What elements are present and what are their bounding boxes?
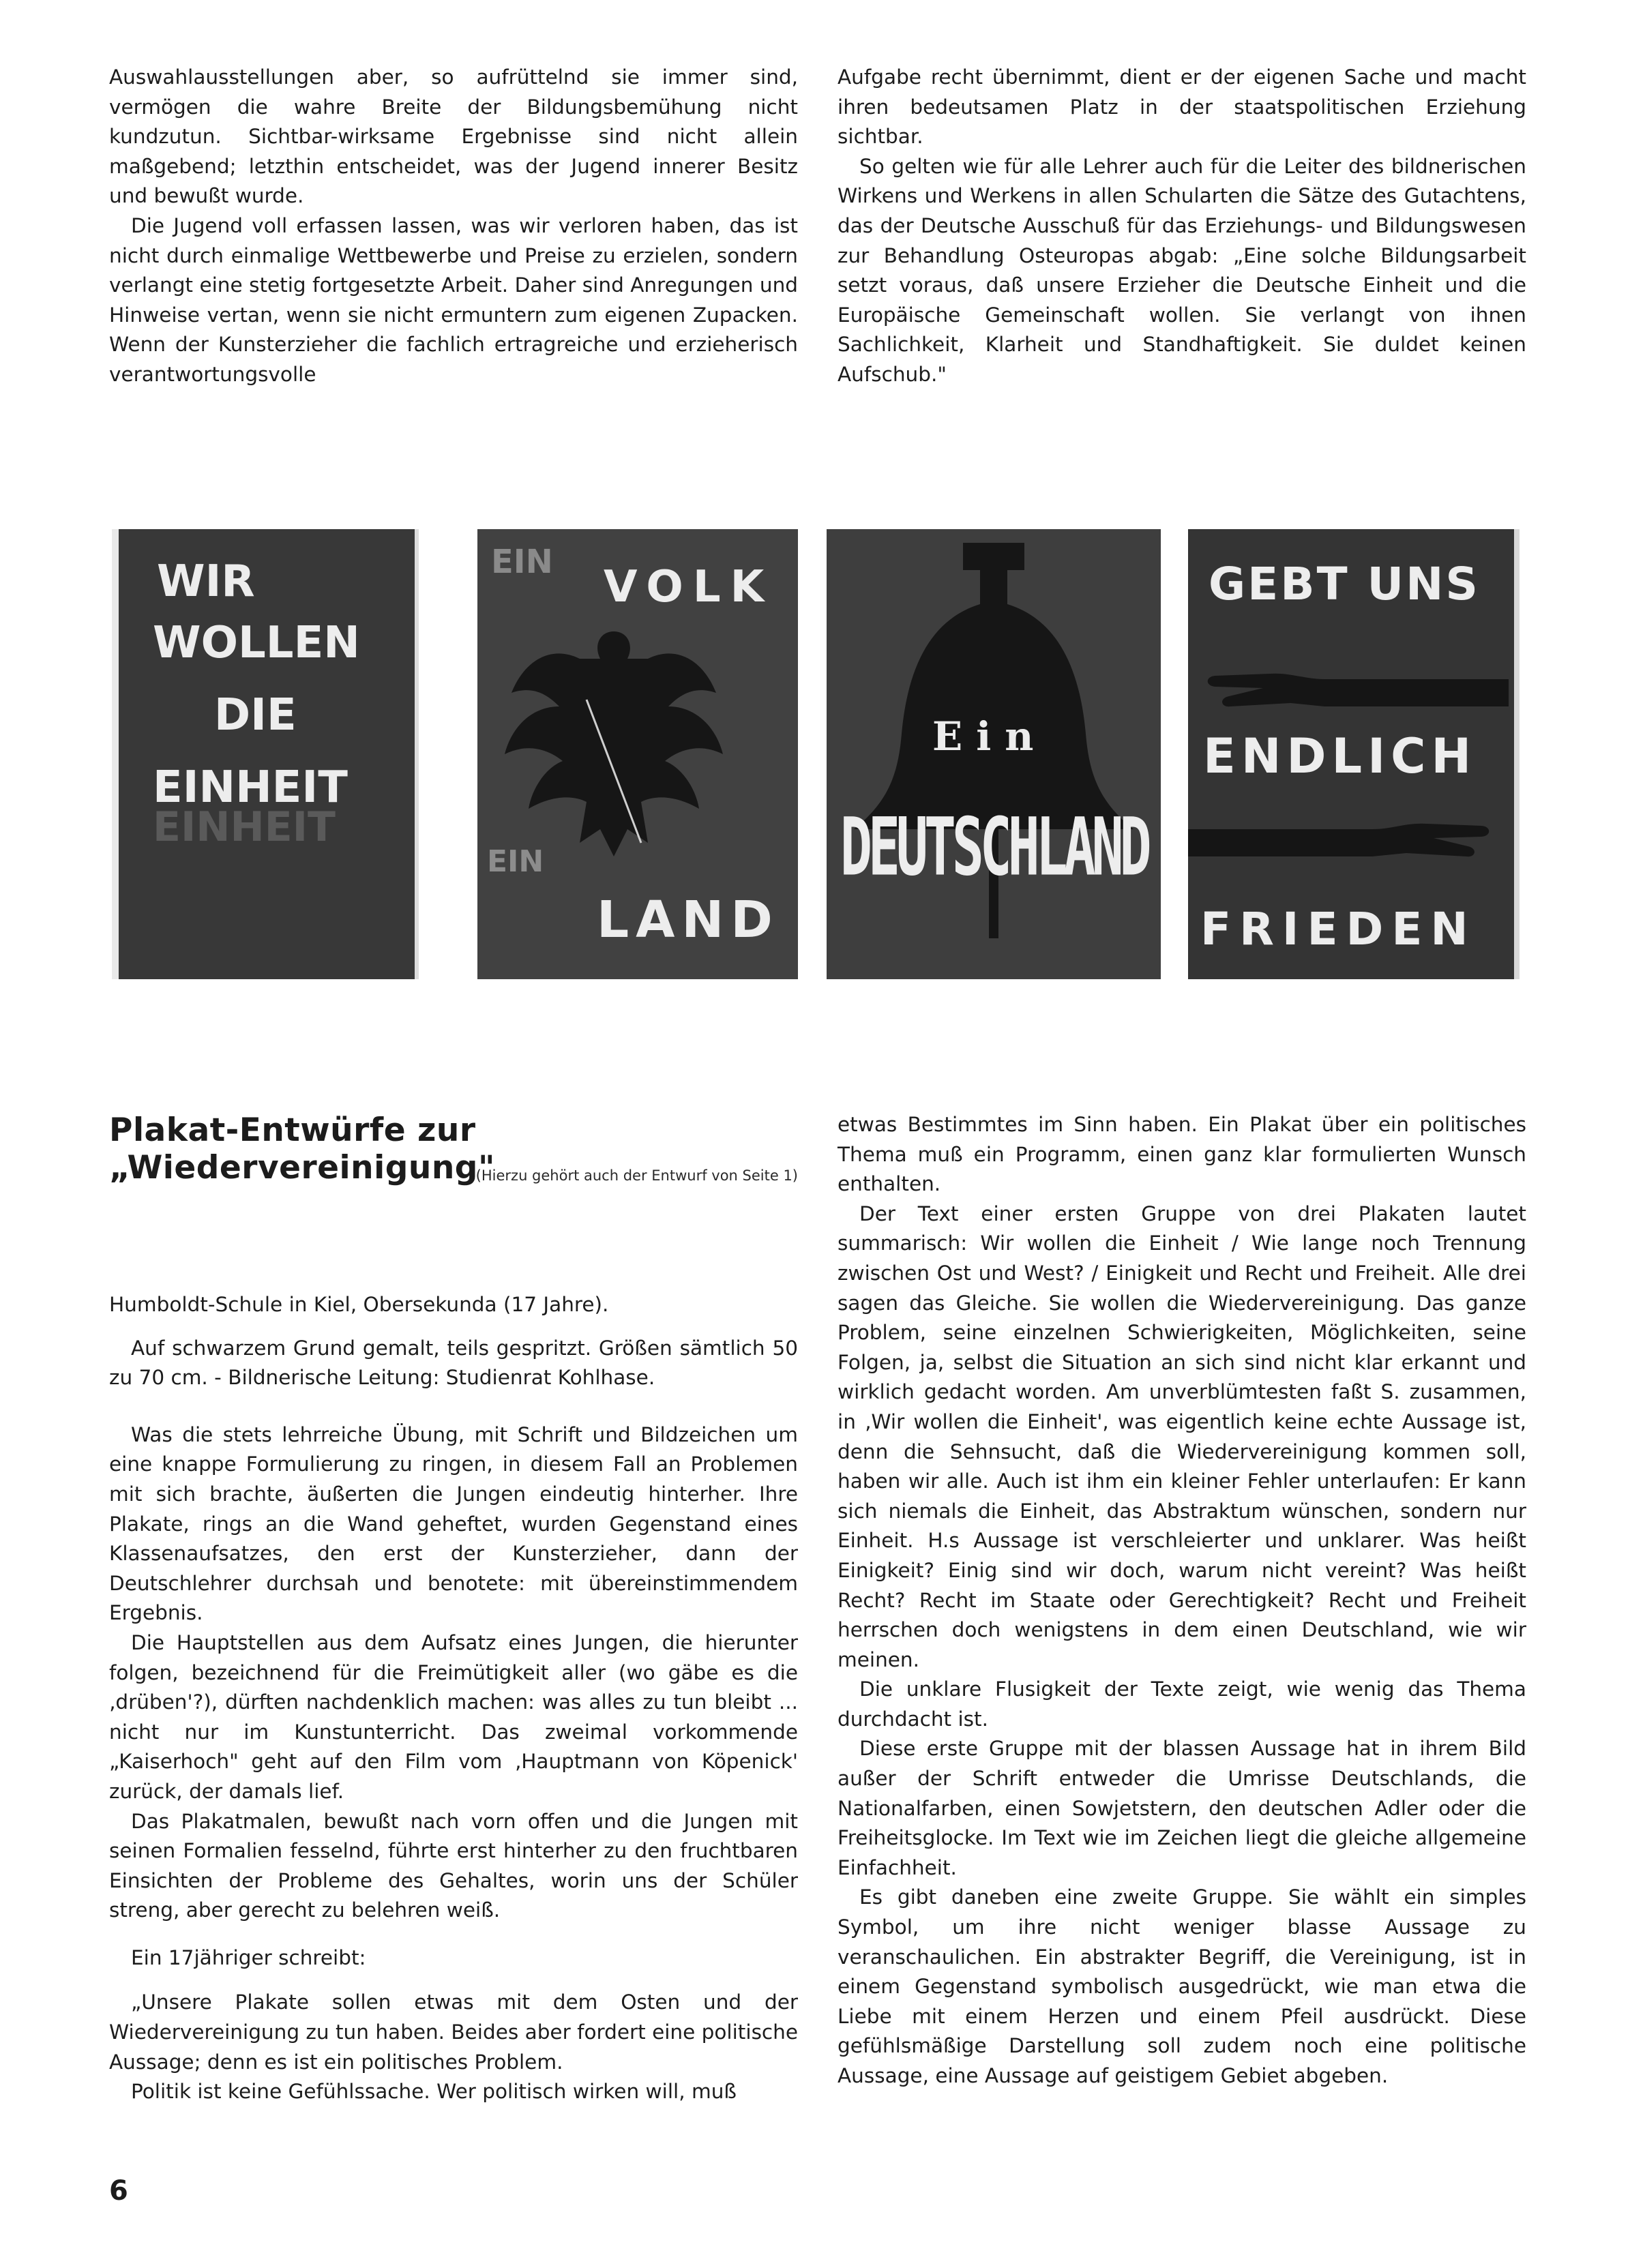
section-title: Plakat-Entwürfe zur „Wiedervereinigung" [109, 1111, 495, 1187]
poster-text: VOLK [604, 562, 774, 612]
poster-text: DIE [214, 690, 297, 741]
poster-text-shadow: EINHEIT [153, 803, 336, 851]
paragraph: Es gibt daneben eine zweite Gruppe. Sie wählt ein simples Symbol, um ihre nicht weniger blasse Aussage zu veranschaulichen. Ein abstrakter Begriff, die Vereinigung, ist in einem Gegenstand symbolisch ausgedrückt, wie man etwa die Liebe mit einem Herzen und einem Pfeil ausdrückt. Diese gefühlsmäßige Darstellung soll zudem noch eine politische Aussage, eine Aussage auf geistigem Gebiet abgeben. [838, 1885, 1526, 2087]
poster-text: Ein [932, 713, 1048, 760]
poster-text: DEUTSCHLAND [840, 802, 1148, 894]
technique-line: Auf schwarzem Grund gemalt, teils gespritzt. Größen sämtlich 50 zu 70 cm. - Bildnerische Leitung: Studienrat Kohlhase. [109, 1336, 798, 1390]
paragraph: Die Hauptstellen aus dem Aufsatz eines Jungen, die hierunter folgen, bezeichnend für die Freimütigkeit aller (wo gäbe es die ‚drüben'?), dürften nachdenklich machen: was alles zu tun bleibt ... nicht nur im Kunstunterricht. Das zweimal vorkommende „Kaiserhoch" geht auf den Film vom ‚Hauptmann von Köpenick' zurück, der damals lief. [109, 1630, 798, 1803]
top-left-column [109, 63, 798, 390]
section-note: (Hierzu gehört auch der Entwurf von Seite 1) [475, 1167, 798, 1184]
poster-text: ENDLICH [1203, 728, 1477, 784]
poster-wir-wollen-die-einheit [112, 529, 419, 979]
top-right-column [838, 63, 1526, 390]
quote-paragraph: Politik ist keine Gefühlssache. Wer politisch wirken will, muß [131, 2080, 737, 2104]
poster-gebt-uns-endlich-frieden [1188, 529, 1520, 979]
paragraph: Ein 17jähriger schreibt: [131, 1945, 366, 1969]
poster-text: FRIEDEN [1200, 903, 1477, 955]
paragraph: Diese erste Gruppe mit der blassen Aussage hat in ihrem Bild außer der Schrift entweder die Umrisse Deutschlands, die Nationalfarben, einen Sowjetstern, den deutschen Adler oder die Freiheitsglocke. Im Text wie im Zeichen liegt die gleiche allgemeine Einfachheit. [838, 1737, 1526, 1879]
poster-text: LAND [597, 891, 780, 949]
quote-paragraph: „Unsere Plakate sollen etwas mit dem Osten und der Wiedervereinigung zu tun haben. Beides aber fordert eine politische Aussage; denn es ist ein politisches Problem. [109, 1990, 799, 2074]
poster-text: EIN [491, 543, 553, 581]
paragraph: etwas Bestimmtes im Sinn haben. Ein Plakat über ein politisches Thema muß ein Programm, einen ganz klar formulierten Wunsch enthalten. [838, 1113, 1526, 1196]
poster-text: GEBT UNS [1209, 558, 1480, 610]
paragraph: So gelten wie für alle Lehrer auch für die Leiter des bildnerischen Wirkens und Werkens in allen Schularten die Sätze des Gutachtens, das der Deutsche Ausschuß für das Erziehungs- und Bildungswesen zur Behandlung Osteuropas abgab: „Eine solche Bildungsarbeit setzt voraus, daß unsere Erzieher die Deutsche Einheit und die Europäische Gemeinschaft wollen. Sie verlangt von ihnen Sachlichkeit, Klarheit und Standhaftigkeit. Sie duldet keinen Aufschub." [838, 154, 1526, 386]
paragraph: Die unklare Flusigkeit der Texte zeigt, wie wenig das Thema durchdacht ist. [838, 1677, 1526, 1731]
poster-text: WOLLEN [153, 618, 360, 668]
poster-text: EIN [487, 844, 544, 879]
hand-icon [1188, 666, 1509, 720]
paragraph: Der Text einer ersten Gruppe von drei Plakaten lautet summarisch: Wir wollen die Einheit / Wie lange noch Trennung zwischen Ost und West? / Einigkeit und Recht und Freiheit. Alle drei sagen das Gleiche. Sie wollen die Wiedervereinigung. Das ganze Problem, seine einzelnen Schwierigkeiten, Möglichkeiten, seine Folgen, ja, selbst die Situation an sich sind nicht klar erkannt und wirklich gedacht worden. Am unverblümtesten faßt S. zusammen, in ‚Wir wollen die Einheit', was eigentlich keine echte Aussage ist, denn die Sehnsucht, daß die Wiedervereinigung kommen soll, haben wir alle. Auch ist ihm ein kleiner Fehler unterlaufen: Er kann sich niemals die Einheit, das Abstraktum wünschen, sondern nur Einheit. H.s Aussage ist verschleierter und unklarer. Was heißt Einigkeit? Einig sind wir doch, warum nicht vereint? Was heißt Recht? Recht im Staate oder Gerechtigkeit? Recht und Freiheit herrschen doch wenigstens in dem einen Deutschland, wie wir meinen. [838, 1202, 1526, 1671]
poster-ein-volk-ein-land [477, 529, 798, 979]
paragraph: Aufgabe recht übernimmt, dient er der eigenen Sache und macht ihren bedeutsamen Platz in der staatspolitischen Erziehung sichtbar. [838, 65, 1526, 149]
bottom-left-column [109, 1290, 798, 2107]
paragraph: Was die stets lehrreiche Übung, mit Schrift und Bildzeichen um eine knappe Formulierung zu ringen, in diesem Fall an Problemen mit sich brachte, äußerten die Jungen eindeutig hinterher. Ihre Plakate, rings an die Wand geheftet, wurden Gegenstand eines Klassenaufsatzes, den erst der Kunsterzieher, dann der Deutschlehrer durchsah und benotete: mit übereinstimmendem Ergebnis. [109, 1422, 798, 1625]
page-number: 6 [109, 2175, 128, 2207]
paragraph: Auswahlausstellungen aber, so aufrüttelnd sie immer sind, vermögen die wahre Breite der Bildungsbemühung nicht kundzutun. Sichtbar-wirksame Ergebnisse sind nicht allein maßgebend; letzthin entscheidet, was der Jugend innerer Besitz und bewußt wurde. [109, 65, 798, 208]
bottom-right-column [838, 1110, 1526, 2091]
hand-icon [1188, 816, 1509, 870]
paragraph: Die Jugend voll erfassen lassen, was wir verloren haben, das ist nicht durch einmalige Wettbewerbe und Preise zu erzielen, sondern verlangt eine stetig fortgesetzte Arbeit. Daher sind Anregungen und Hinweise vertan, wenn sie nicht ermuntern zum eigenen Zupacken. Wenn der Kunsterzieher die fachlich ertragreiche und erzieherisch verantwortungsvolle [109, 213, 798, 386]
school-line: Humboldt-Schule in Kiel, Obersekunda (17 Jahre). [109, 1293, 609, 1316]
eagle-icon [498, 618, 730, 870]
poster-text: EINHEIT [153, 762, 348, 813]
poster-text: WIR [157, 556, 255, 607]
poster-ein-deutschland [827, 529, 1161, 979]
paragraph: Das Plakatmalen, bewußt nach vorn offen und die Jungen mit seinen Formalien fesselnd, führte erst hinterher zu den fruchtbaren Einsichten der Probleme des Gehaltes, worin uns der Schüler streng, aber gerecht zu belehren weiß. [109, 1809, 798, 1922]
